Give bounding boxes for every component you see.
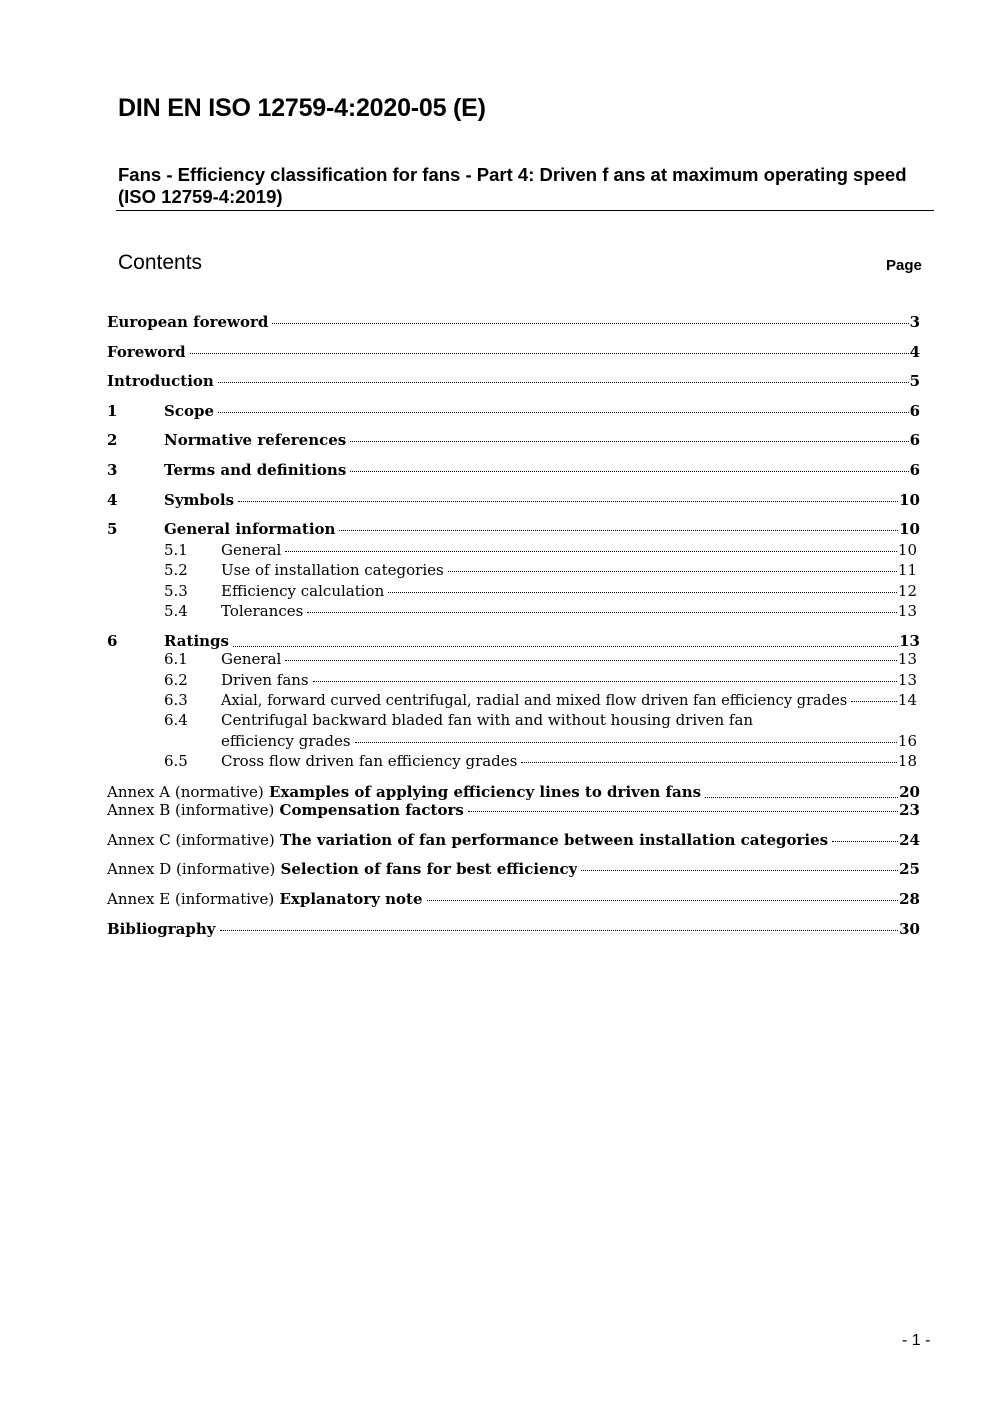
toc-subentry-6-2[interactable]: [107, 671, 920, 691]
toc-entry-title: [107, 801, 464, 819]
toc-entry-number: 5: [107, 520, 118, 539]
toc-entry-annex-c[interactable]: [107, 831, 920, 861]
toc-entry-title: Cross flow driven fan efficiency grades: [221, 751, 518, 770]
toc-entry-annex-b[interactable]: [107, 801, 920, 831]
dot-leader: [285, 551, 897, 552]
toc-entry-page: 16: [897, 731, 917, 750]
toc-entry-title: [107, 860, 577, 878]
document-subtitle: Fans - Efficiency classification for fans - Part 4: Driven f ans at maximum operating speed (ISO 12759-4:2019): [118, 164, 907, 207]
dot-leader: [355, 742, 897, 743]
dot-leader: [581, 870, 898, 871]
toc-entry-title: Use of installation categories: [221, 561, 444, 580]
dot-leader: [313, 681, 897, 682]
toc-entry-page: 10: [899, 520, 920, 539]
toc-entry-title: General: [221, 650, 282, 669]
toc-entry-title: General: [221, 541, 282, 560]
toc-entry-number: 5.1: [164, 541, 188, 560]
toc-entry-general-information[interactable]: [107, 520, 920, 541]
toc-entry-page: 24: [899, 830, 920, 849]
dot-leader: [285, 660, 897, 661]
annex-type: Annex B (informative): [107, 801, 275, 820]
toc-entry-page: 10: [899, 490, 920, 509]
toc-entry-number: 6.5: [164, 751, 188, 770]
dot-leader: [832, 841, 898, 842]
toc-entry-page: 10: [897, 541, 917, 560]
toc-subentry-5-2[interactable]: [107, 561, 920, 581]
toc-entry-title: Centrifugal backward bladed fan with and without housing driven fan: [221, 711, 754, 730]
toc-entry-title: Foreword: [107, 342, 186, 361]
annex-title: Examples of applying efficiency lines to driven fans: [269, 783, 702, 802]
toc-entry-title: General information: [164, 520, 336, 539]
toc-entry-title: Symbols: [164, 490, 235, 509]
toc-entry-page: 13: [897, 650, 917, 669]
toc-entry-title: Tolerances: [221, 602, 304, 621]
toc-entry-page: 4: [909, 342, 920, 361]
toc-entry-page: 5: [909, 372, 920, 391]
toc-subentry-5-1[interactable]: [107, 541, 920, 561]
annex-type: Annex E (informative): [107, 889, 275, 908]
toc-entry-title: Ratings: [164, 632, 229, 651]
toc-entry-page: 28: [899, 889, 920, 908]
dot-leader: [339, 530, 898, 531]
toc-entry-number: 5.4: [164, 602, 188, 621]
page-column-heading: Page: [886, 257, 922, 274]
toc-entry-title: [107, 783, 701, 801]
toc-subentry-6-5[interactable]: [107, 752, 920, 772]
toc-entry-number: 6: [107, 632, 118, 651]
toc-entry-page: 6: [909, 431, 920, 450]
dot-leader: [220, 930, 899, 931]
toc-entry-number: 6.3: [164, 690, 188, 709]
dot-leader: [705, 797, 898, 798]
toc-entry-annex-e[interactable]: [107, 890, 920, 920]
toc-entry-page: 13: [897, 670, 917, 689]
toc-entry-title: Bibliography: [107, 919, 216, 938]
toc-subentry-6-1[interactable]: [107, 650, 920, 670]
dot-leader: [190, 353, 909, 354]
toc-entry-terms-and-definitions[interactable]: [107, 461, 920, 491]
dot-leader: [218, 412, 909, 413]
dot-leader: [468, 811, 898, 812]
toc-entry-line: [107, 711, 920, 731]
toc-entry-foreword[interactable]: [107, 343, 920, 373]
annex-title: Explanatory note: [279, 889, 423, 908]
toc-entry-title: Normative references: [164, 431, 347, 450]
dot-leader: [272, 323, 908, 324]
toc-entry-title: Efficiency calculation: [221, 581, 385, 600]
toc-entry-page: 23: [899, 801, 920, 820]
toc-entry-bibliography[interactable]: [107, 920, 920, 950]
toc-entry-number: 5.3: [164, 581, 188, 600]
toc-entry-title: Axial, forward curved centrifugal, radial and mixed flow driven fan efficiency grades: [221, 691, 848, 709]
dot-leader: [521, 762, 897, 763]
toc-entry-page: 25: [899, 860, 920, 879]
toc-subentry-6-3[interactable]: [107, 691, 920, 711]
toc-entry-number: 1: [107, 401, 118, 420]
toc-subentry-5-3[interactable]: [107, 582, 920, 602]
toc-entry-title: Scope: [164, 401, 215, 420]
toc-entry-page: 3: [909, 313, 920, 331]
toc-entry-title: European foreword: [107, 313, 269, 331]
toc-entry-page: 20: [899, 783, 920, 802]
toc-entry-title: Introduction: [107, 372, 214, 391]
toc-entry-introduction[interactable]: [107, 372, 920, 402]
dot-leader: [233, 646, 898, 647]
toc-entry-page: 6: [909, 401, 920, 420]
toc-entry-number: 5.2: [164, 561, 188, 580]
toc-entry-european-foreword[interactable]: [107, 313, 920, 343]
dot-leader: [851, 701, 897, 702]
toc-entry-page: 13: [899, 632, 920, 651]
toc-subentry-6-4[interactable]: [107, 711, 920, 752]
dot-leader: [427, 900, 899, 901]
toc-entry-title: Driven fans: [221, 670, 309, 689]
annex-title: The variation of fan performance between installation categories: [280, 830, 829, 849]
document-identifier: DIN EN ISO 12759-4:2020-05 (E): [118, 94, 486, 122]
toc-entry-number: 6.2: [164, 670, 188, 689]
annex-type: Annex D (informative): [107, 860, 276, 879]
annex-title: Compensation factors: [279, 801, 464, 820]
toc-subentry-5-4[interactable]: [107, 602, 920, 622]
toc-entry-page: 30: [899, 919, 920, 938]
dot-leader: [218, 382, 909, 383]
toc-entry-title: Terms and definitions: [164, 460, 347, 479]
toc-entry-annex-a[interactable]: [107, 772, 920, 801]
toc-entry-line: [107, 732, 920, 752]
dot-leader: [448, 571, 897, 572]
toc-entry-page: 6: [909, 460, 920, 479]
toc-entry-number: 2: [107, 431, 118, 450]
dot-leader: [307, 612, 897, 613]
annex-type: Annex C (informative): [107, 830, 275, 849]
toc-entry-page: 12: [897, 581, 917, 600]
dot-leader: [238, 501, 898, 502]
contents-heading: Contents: [118, 251, 203, 274]
page-number: - 1 -: [902, 1332, 931, 1349]
toc-entry-number: 6.4: [164, 711, 188, 730]
toc-entry-title-continued: efficiency grades: [221, 731, 351, 750]
toc-entry-number: 3: [107, 460, 118, 479]
table-of-contents: [107, 313, 920, 949]
toc-entry-title: [107, 890, 423, 908]
toc-entry-page: 14: [897, 690, 917, 709]
toc-entry-symbols[interactable]: [107, 491, 920, 521]
toc-entry-page: 13: [897, 602, 917, 621]
annex-type: Annex A (normative): [107, 783, 264, 802]
toc-entry-page: 11: [897, 561, 917, 580]
dot-leader: [350, 471, 908, 472]
toc-entry-normative-references[interactable]: [107, 431, 920, 461]
toc-entry-ratings[interactable]: [107, 622, 920, 650]
title-divider: [116, 210, 934, 211]
dot-leader: [388, 592, 897, 593]
toc-entry-annex-d[interactable]: [107, 860, 920, 890]
toc-entry-page: 18: [897, 751, 917, 770]
toc-entry-number: 4: [107, 490, 118, 509]
toc-entry-scope[interactable]: [107, 402, 920, 432]
dot-leader: [350, 441, 908, 442]
annex-title: Selection of fans for best efficiency: [280, 860, 578, 879]
toc-entry-number: 6.1: [164, 650, 188, 669]
toc-entry-title: [107, 831, 828, 849]
